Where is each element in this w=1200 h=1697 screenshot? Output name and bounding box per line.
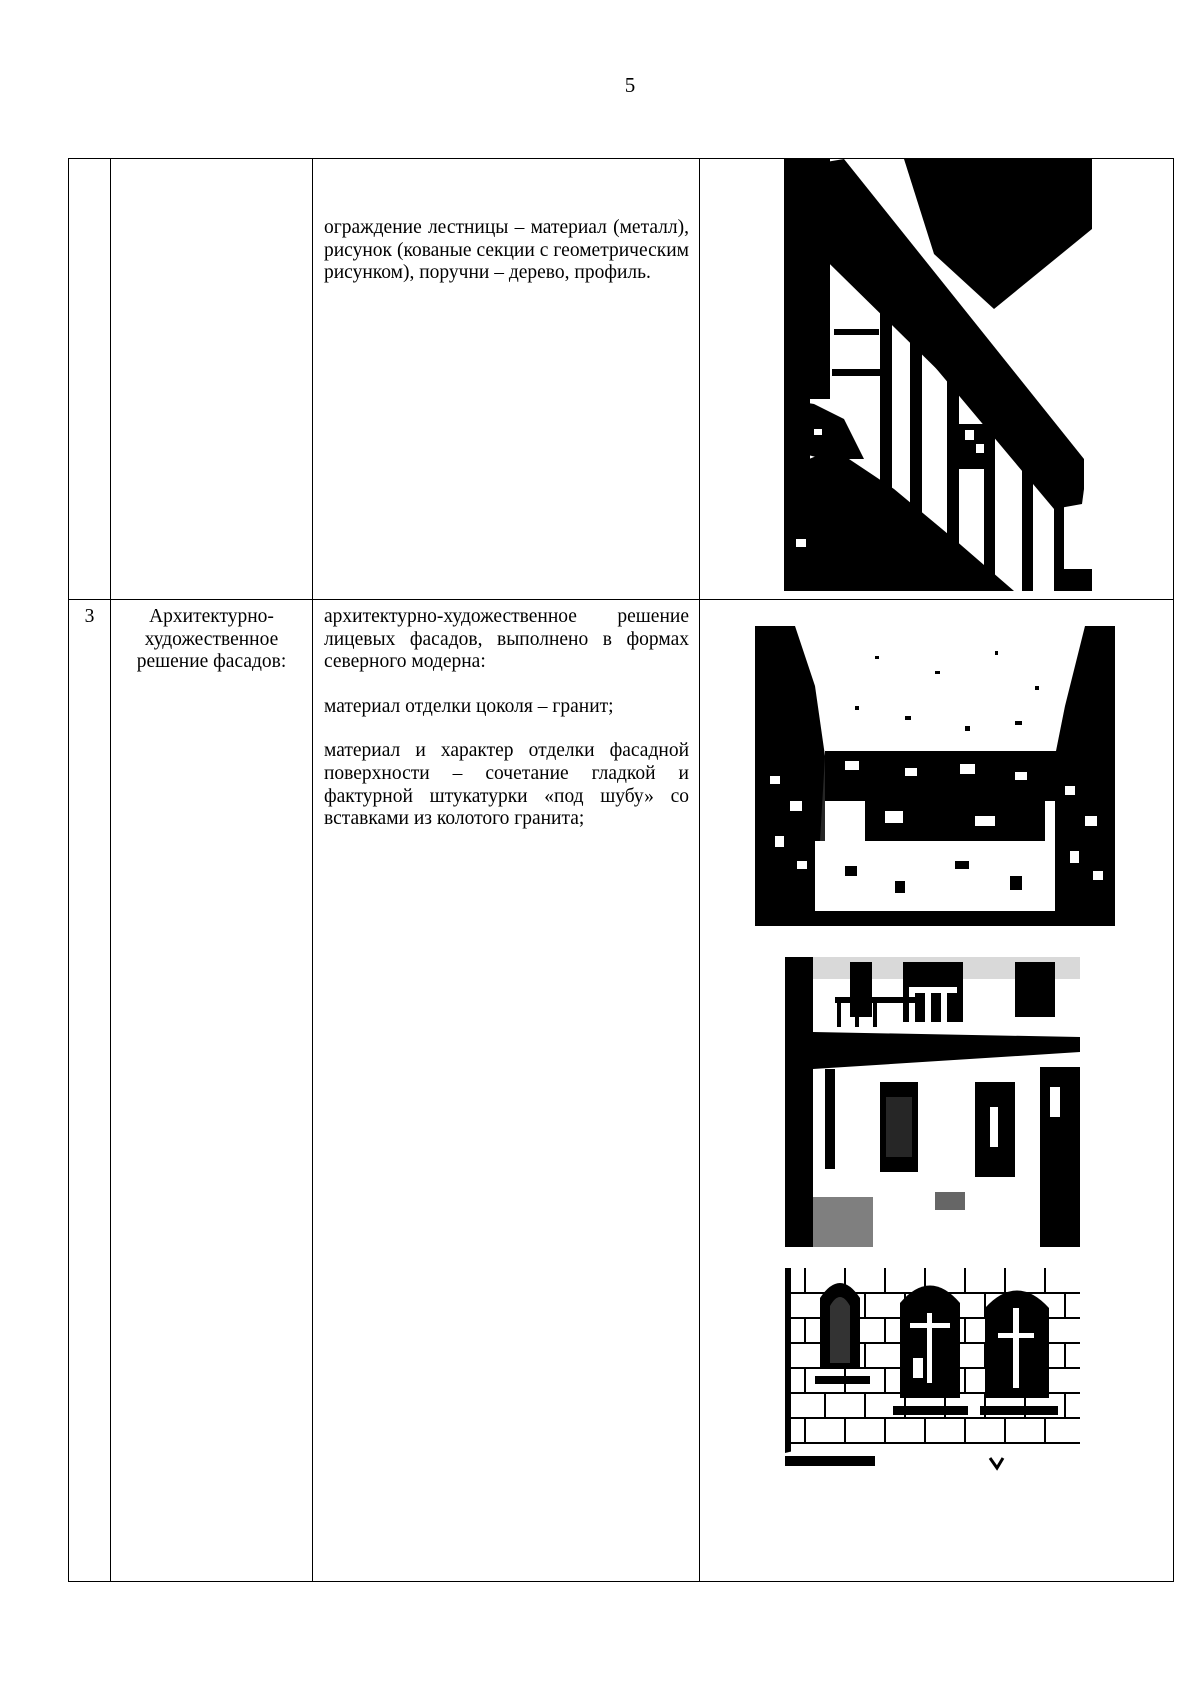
photo-cell bbox=[700, 159, 1174, 600]
monument-features-table bbox=[68, 158, 1174, 1582]
feature-description-cell bbox=[313, 600, 700, 1582]
photo-cell bbox=[700, 600, 1174, 1582]
feature-name-cell: Архитектурно-художественное решение фасадов: bbox=[111, 600, 313, 1582]
facade-courtyard-photo bbox=[755, 626, 1115, 926]
description-paragraph: материал отделки цоколя – гранит; bbox=[324, 695, 614, 717]
granite-arched-windows-photo bbox=[785, 1268, 1080, 1478]
row-number-cell: 3 bbox=[69, 600, 111, 1582]
page-number: 5 bbox=[624, 73, 636, 97]
table-row bbox=[69, 600, 1174, 1582]
description-paragraph: ограждение лестницы – материал (металл), рисунок (кованые секции с геометрическим рисунком), поручни – дерево, профиль. bbox=[324, 217, 689, 284]
row-number-cell bbox=[69, 159, 111, 600]
staircase-railing-photo bbox=[784, 159, 1092, 591]
table-row bbox=[69, 159, 1174, 600]
facade-windows-balcony-photo bbox=[785, 957, 1080, 1247]
description-paragraph: материал и характер отделки фасадной поверхности – сочетание гладкой и фактурной штукатурки «под шубу» со вставками из колотого гранита; bbox=[324, 740, 689, 830]
description-paragraph: архитектурно-художественное решение лицевых фасадов, выполнено в формах северного модерна: bbox=[324, 606, 689, 673]
feature-description-cell bbox=[313, 159, 700, 600]
feature-name-cell bbox=[111, 159, 313, 600]
